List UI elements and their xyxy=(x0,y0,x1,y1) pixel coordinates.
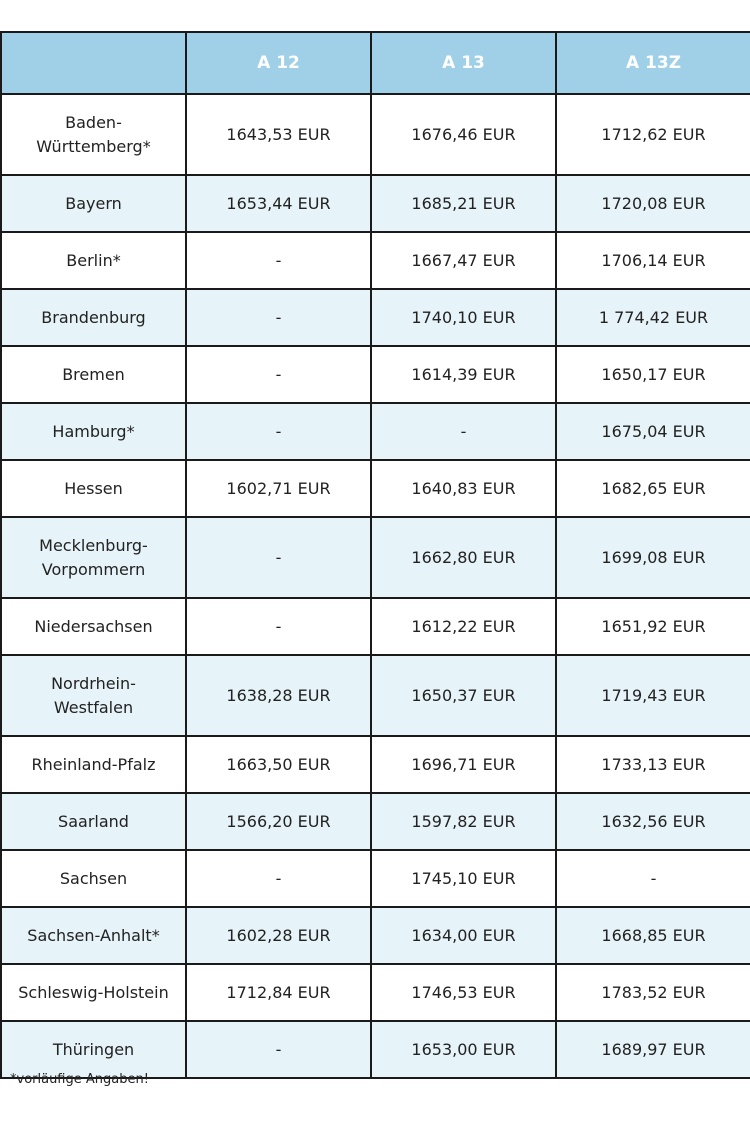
state-cell: Saarland xyxy=(1,793,186,850)
a13-cell: 1612,22 EUR xyxy=(371,598,556,655)
a13z-cell: 1712,62 EUR xyxy=(556,94,750,175)
a13z-cell: 1720,08 EUR xyxy=(556,175,750,232)
table-body xyxy=(1,94,750,1078)
table-row xyxy=(1,289,750,346)
a13z-cell: 1632,56 EUR xyxy=(556,793,750,850)
state-cell: Thüringen xyxy=(1,1021,186,1078)
a13-cell: 1597,82 EUR xyxy=(371,793,556,850)
table-row xyxy=(1,232,750,289)
header-cell-state xyxy=(1,32,186,94)
header-cell-a12: A 12 xyxy=(186,32,371,94)
table-row xyxy=(1,175,750,232)
state-cell: Brandenburg xyxy=(1,289,186,346)
a12-cell: - xyxy=(186,517,371,598)
header-row xyxy=(1,32,750,94)
a13z-cell: 1651,92 EUR xyxy=(556,598,750,655)
a13z-cell: - xyxy=(556,850,750,907)
header-cell-a13z: A 13Z xyxy=(556,32,750,94)
a12-cell: 1643,53 EUR xyxy=(186,94,371,175)
a12-cell: - xyxy=(186,289,371,346)
a13-cell: 1650,37 EUR xyxy=(371,655,556,736)
table-row xyxy=(1,403,750,460)
a12-cell: - xyxy=(186,232,371,289)
table-row xyxy=(1,907,750,964)
a12-cell: - xyxy=(186,850,371,907)
table-row xyxy=(1,598,750,655)
state-cell: Schleswig-Holstein xyxy=(1,964,186,1021)
table-row xyxy=(1,964,750,1021)
a13-cell: 1676,46 EUR xyxy=(371,94,556,175)
a13-cell: 1634,00 EUR xyxy=(371,907,556,964)
a12-cell: 1663,50 EUR xyxy=(186,736,371,793)
table-row xyxy=(1,94,750,175)
a13z-cell: 1699,08 EUR xyxy=(556,517,750,598)
a12-cell: - xyxy=(186,598,371,655)
state-cell: Sachsen xyxy=(1,850,186,907)
a13-cell: 1662,80 EUR xyxy=(371,517,556,598)
a13z-cell: 1733,13 EUR xyxy=(556,736,750,793)
a12-cell: 1712,84 EUR xyxy=(186,964,371,1021)
table-row xyxy=(1,655,750,736)
a13z-cell: 1668,85 EUR xyxy=(556,907,750,964)
a12-cell: 1638,28 EUR xyxy=(186,655,371,736)
state-cell: Mecklenburg- Vorpommern xyxy=(1,517,186,598)
footnote: *vorläufige Angaben! xyxy=(10,1072,149,1087)
table-row xyxy=(1,850,750,907)
a13-cell: 1653,00 EUR xyxy=(371,1021,556,1078)
a13-cell: - xyxy=(371,403,556,460)
salary-table-container xyxy=(0,31,750,1079)
state-cell: Bayern xyxy=(1,175,186,232)
salary-table xyxy=(0,31,750,1079)
a13-cell: 1740,10 EUR xyxy=(371,289,556,346)
table-row xyxy=(1,736,750,793)
a13-cell: 1614,39 EUR xyxy=(371,346,556,403)
a13z-cell: 1689,97 EUR xyxy=(556,1021,750,1078)
a12-cell: 1602,71 EUR xyxy=(186,460,371,517)
a13-cell: 1696,71 EUR xyxy=(371,736,556,793)
header-cell-a13: A 13 xyxy=(371,32,556,94)
state-cell: Rheinland-Pfalz xyxy=(1,736,186,793)
a12-cell: 1566,20 EUR xyxy=(186,793,371,850)
a13-cell: 1746,53 EUR xyxy=(371,964,556,1021)
table-row xyxy=(1,793,750,850)
a13z-cell: 1706,14 EUR xyxy=(556,232,750,289)
table-row xyxy=(1,1021,750,1078)
a13z-cell: 1650,17 EUR xyxy=(556,346,750,403)
a13z-cell: 1682,65 EUR xyxy=(556,460,750,517)
table-row xyxy=(1,346,750,403)
table-row xyxy=(1,517,750,598)
state-cell: Baden- Württemberg* xyxy=(1,94,186,175)
a13z-cell: 1783,52 EUR xyxy=(556,964,750,1021)
state-cell: Niedersachsen xyxy=(1,598,186,655)
state-cell: Hessen xyxy=(1,460,186,517)
a12-cell: - xyxy=(186,346,371,403)
table-row xyxy=(1,460,750,517)
a13z-cell: 1675,04 EUR xyxy=(556,403,750,460)
a13z-cell: 1 774,42 EUR xyxy=(556,289,750,346)
a13-cell: 1640,83 EUR xyxy=(371,460,556,517)
table-header xyxy=(1,32,750,94)
state-cell: Bremen xyxy=(1,346,186,403)
a12-cell: 1602,28 EUR xyxy=(186,907,371,964)
state-cell: Hamburg* xyxy=(1,403,186,460)
a13-cell: 1745,10 EUR xyxy=(371,850,556,907)
a13-cell: 1667,47 EUR xyxy=(371,232,556,289)
state-cell: Nordrhein- Westfalen xyxy=(1,655,186,736)
a12-cell: - xyxy=(186,1021,371,1078)
a13-cell: 1685,21 EUR xyxy=(371,175,556,232)
state-cell: Sachsen-Anhalt* xyxy=(1,907,186,964)
a12-cell: - xyxy=(186,403,371,460)
a13z-cell: 1719,43 EUR xyxy=(556,655,750,736)
a12-cell: 1653,44 EUR xyxy=(186,175,371,232)
state-cell: Berlin* xyxy=(1,232,186,289)
